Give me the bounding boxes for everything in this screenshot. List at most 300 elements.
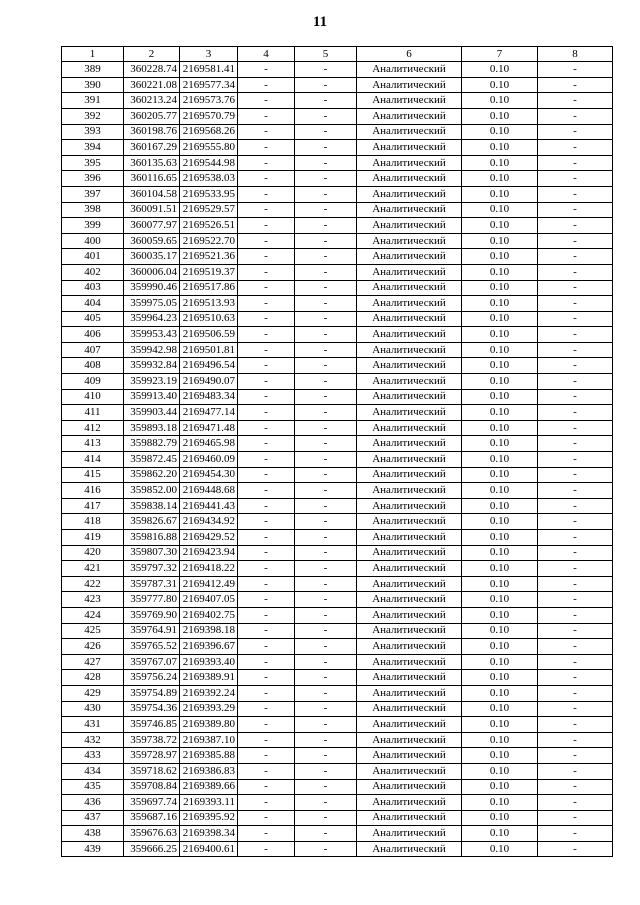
col-8-value-cell: - xyxy=(538,530,613,546)
method-cell: Аналитический xyxy=(357,186,462,202)
col-4-value-cell: - xyxy=(238,452,295,468)
accuracy-cell: 0.10 xyxy=(462,62,538,78)
y-coordinate-cell: 2169389.91 xyxy=(180,670,238,686)
table-row xyxy=(62,514,613,530)
point-number-cell: 400 xyxy=(62,233,124,249)
col-5-value-cell: - xyxy=(295,436,357,452)
col-5-value-cell: - xyxy=(295,545,357,561)
col-5-value-cell: - xyxy=(295,623,357,639)
col-8-value-cell: - xyxy=(538,186,613,202)
accuracy-cell: 0.10 xyxy=(462,342,538,358)
col-4-value-cell: - xyxy=(238,374,295,390)
accuracy-cell: 0.10 xyxy=(462,732,538,748)
point-number-cell: 405 xyxy=(62,311,124,327)
y-coordinate-cell: 2169581.41 xyxy=(180,62,238,78)
col-8-value-cell: - xyxy=(538,155,613,171)
method-cell: Аналитический xyxy=(357,405,462,421)
col-5-value-cell: - xyxy=(295,841,357,857)
method-cell: Аналитический xyxy=(357,155,462,171)
col-5-value-cell: - xyxy=(295,186,357,202)
accuracy-cell: 0.10 xyxy=(462,810,538,826)
col-4-value-cell: - xyxy=(238,576,295,592)
accuracy-cell: 0.10 xyxy=(462,155,538,171)
point-number-cell: 432 xyxy=(62,732,124,748)
accuracy-cell: 0.10 xyxy=(462,249,538,265)
col-4-value-cell: - xyxy=(238,763,295,779)
point-number-cell: 412 xyxy=(62,420,124,436)
accuracy-cell: 0.10 xyxy=(462,405,538,421)
method-cell: Аналитический xyxy=(357,108,462,124)
col-8-value-cell: - xyxy=(538,561,613,577)
point-number-cell: 427 xyxy=(62,654,124,670)
accuracy-cell: 0.10 xyxy=(462,171,538,187)
col-8-value-cell: - xyxy=(538,77,613,93)
col-8-value-cell: - xyxy=(538,685,613,701)
x-coordinate-cell: 360059.65 xyxy=(124,233,180,249)
table-row xyxy=(62,483,613,499)
method-cell: Аналитический xyxy=(357,280,462,296)
x-coordinate-cell: 359746.85 xyxy=(124,717,180,733)
y-coordinate-cell: 2169510.63 xyxy=(180,311,238,327)
col-8-value-cell: - xyxy=(538,810,613,826)
accuracy-cell: 0.10 xyxy=(462,140,538,156)
accuracy-cell: 0.10 xyxy=(462,483,538,499)
y-coordinate-cell: 2169568.26 xyxy=(180,124,238,140)
header-cell: 4 xyxy=(238,47,295,62)
col-5-value-cell: - xyxy=(295,826,357,842)
method-cell: Аналитический xyxy=(357,514,462,530)
y-coordinate-cell: 2169402.75 xyxy=(180,607,238,623)
col-8-value-cell: - xyxy=(538,436,613,452)
method-cell: Аналитический xyxy=(357,467,462,483)
col-5-value-cell: - xyxy=(295,452,357,468)
table-row xyxy=(62,420,613,436)
col-8-value-cell: - xyxy=(538,467,613,483)
accuracy-cell: 0.10 xyxy=(462,748,538,764)
table-row xyxy=(62,140,613,156)
col-8-value-cell: - xyxy=(538,249,613,265)
col-4-value-cell: - xyxy=(238,280,295,296)
col-4-value-cell: - xyxy=(238,670,295,686)
col-4-value-cell: - xyxy=(238,358,295,374)
table-row xyxy=(62,545,613,561)
method-cell: Аналитический xyxy=(357,62,462,78)
header-cell: 6 xyxy=(357,47,462,62)
accuracy-cell: 0.10 xyxy=(462,202,538,218)
y-coordinate-cell: 2169395.92 xyxy=(180,810,238,826)
accuracy-cell: 0.10 xyxy=(462,233,538,249)
y-coordinate-cell: 2169387.10 xyxy=(180,732,238,748)
col-5-value-cell: - xyxy=(295,296,357,312)
col-4-value-cell: - xyxy=(238,623,295,639)
table-row xyxy=(62,717,613,733)
method-cell: Аналитический xyxy=(357,779,462,795)
y-coordinate-cell: 2169441.43 xyxy=(180,498,238,514)
col-4-value-cell: - xyxy=(238,561,295,577)
col-5-value-cell: - xyxy=(295,327,357,343)
table-row xyxy=(62,218,613,234)
col-8-value-cell: - xyxy=(538,639,613,655)
method-cell: Аналитический xyxy=(357,576,462,592)
col-4-value-cell: - xyxy=(238,795,295,811)
col-8-value-cell: - xyxy=(538,202,613,218)
x-coordinate-cell: 359697.74 xyxy=(124,795,180,811)
table-row xyxy=(62,249,613,265)
x-coordinate-cell: 360167.29 xyxy=(124,140,180,156)
x-coordinate-cell: 360228.74 xyxy=(124,62,180,78)
method-cell: Аналитический xyxy=(357,93,462,109)
header-cell: 5 xyxy=(295,47,357,62)
x-coordinate-cell: 360213.24 xyxy=(124,93,180,109)
col-8-value-cell: - xyxy=(538,108,613,124)
accuracy-cell: 0.10 xyxy=(462,623,538,639)
col-4-value-cell: - xyxy=(238,467,295,483)
col-5-value-cell: - xyxy=(295,779,357,795)
y-coordinate-cell: 2169396.67 xyxy=(180,639,238,655)
x-coordinate-cell: 359975.05 xyxy=(124,296,180,312)
x-coordinate-cell: 359777.80 xyxy=(124,592,180,608)
accuracy-cell: 0.10 xyxy=(462,374,538,390)
col-5-value-cell: - xyxy=(295,77,357,93)
point-number-cell: 390 xyxy=(62,77,124,93)
point-number-cell: 409 xyxy=(62,374,124,390)
method-cell: Аналитический xyxy=(357,498,462,514)
table-row xyxy=(62,202,613,218)
accuracy-cell: 0.10 xyxy=(462,77,538,93)
table-row xyxy=(62,607,613,623)
y-coordinate-cell: 2169418.22 xyxy=(180,561,238,577)
col-5-value-cell: - xyxy=(295,264,357,280)
col-8-value-cell: - xyxy=(538,171,613,187)
table-row xyxy=(62,233,613,249)
table-row xyxy=(62,654,613,670)
col-4-value-cell: - xyxy=(238,685,295,701)
x-coordinate-cell: 359923.19 xyxy=(124,374,180,390)
x-coordinate-cell: 359708.84 xyxy=(124,779,180,795)
y-coordinate-cell: 2169501.81 xyxy=(180,342,238,358)
table-row xyxy=(62,108,613,124)
method-cell: Аналитический xyxy=(357,810,462,826)
x-coordinate-cell: 359754.36 xyxy=(124,701,180,717)
method-cell: Аналитический xyxy=(357,171,462,187)
point-number-cell: 411 xyxy=(62,405,124,421)
x-coordinate-cell: 360091.51 xyxy=(124,202,180,218)
accuracy-cell: 0.10 xyxy=(462,795,538,811)
table-row xyxy=(62,841,613,857)
x-coordinate-cell: 359807.30 xyxy=(124,545,180,561)
accuracy-cell: 0.10 xyxy=(462,452,538,468)
y-coordinate-cell: 2169454.30 xyxy=(180,467,238,483)
table-row xyxy=(62,342,613,358)
col-4-value-cell: - xyxy=(238,841,295,857)
col-8-value-cell: - xyxy=(538,795,613,811)
accuracy-cell: 0.10 xyxy=(462,389,538,405)
point-number-cell: 417 xyxy=(62,498,124,514)
method-cell: Аналитический xyxy=(357,795,462,811)
col-5-value-cell: - xyxy=(295,576,357,592)
y-coordinate-cell: 2169529.57 xyxy=(180,202,238,218)
x-coordinate-cell: 359765.52 xyxy=(124,639,180,655)
x-coordinate-cell: 359666.25 xyxy=(124,841,180,857)
accuracy-cell: 0.10 xyxy=(462,717,538,733)
col-5-value-cell: - xyxy=(295,249,357,265)
method-cell: Аналитический xyxy=(357,77,462,93)
table-row xyxy=(62,592,613,608)
col-4-value-cell: - xyxy=(238,202,295,218)
point-number-cell: 406 xyxy=(62,327,124,343)
method-cell: Аналитический xyxy=(357,685,462,701)
col-8-value-cell: - xyxy=(538,623,613,639)
table-row xyxy=(62,93,613,109)
accuracy-cell: 0.10 xyxy=(462,124,538,140)
y-coordinate-cell: 2169398.18 xyxy=(180,623,238,639)
x-coordinate-cell: 359903.44 xyxy=(124,405,180,421)
col-4-value-cell: - xyxy=(238,389,295,405)
y-coordinate-cell: 2169496.54 xyxy=(180,358,238,374)
accuracy-cell: 0.10 xyxy=(462,841,538,857)
y-coordinate-cell: 2169506.59 xyxy=(180,327,238,343)
x-coordinate-cell: 359990.46 xyxy=(124,280,180,296)
table-row xyxy=(62,732,613,748)
col-4-value-cell: - xyxy=(238,264,295,280)
table-row xyxy=(62,685,613,701)
accuracy-cell: 0.10 xyxy=(462,218,538,234)
col-8-value-cell: - xyxy=(538,327,613,343)
point-number-cell: 435 xyxy=(62,779,124,795)
accuracy-cell: 0.10 xyxy=(462,108,538,124)
method-cell: Аналитический xyxy=(357,311,462,327)
table-row xyxy=(62,748,613,764)
col-8-value-cell: - xyxy=(538,732,613,748)
point-number-cell: 403 xyxy=(62,280,124,296)
table-row xyxy=(62,358,613,374)
point-number-cell: 399 xyxy=(62,218,124,234)
point-number-cell: 421 xyxy=(62,561,124,577)
x-coordinate-cell: 359797.32 xyxy=(124,561,180,577)
col-5-value-cell: - xyxy=(295,233,357,249)
point-number-cell: 424 xyxy=(62,607,124,623)
x-coordinate-cell: 359838.14 xyxy=(124,498,180,514)
col-4-value-cell: - xyxy=(238,218,295,234)
y-coordinate-cell: 2169519.37 xyxy=(180,264,238,280)
table-row xyxy=(62,124,613,140)
col-8-value-cell: - xyxy=(538,62,613,78)
method-cell: Аналитический xyxy=(357,717,462,733)
accuracy-cell: 0.10 xyxy=(462,545,538,561)
col-8-value-cell: - xyxy=(538,826,613,842)
col-4-value-cell: - xyxy=(238,311,295,327)
col-4-value-cell: - xyxy=(238,296,295,312)
method-cell: Аналитический xyxy=(357,592,462,608)
x-coordinate-cell: 359882.79 xyxy=(124,436,180,452)
point-number-cell: 426 xyxy=(62,639,124,655)
y-coordinate-cell: 2169555.80 xyxy=(180,140,238,156)
x-coordinate-cell: 359913.40 xyxy=(124,389,180,405)
point-number-cell: 436 xyxy=(62,795,124,811)
x-coordinate-cell: 359756.24 xyxy=(124,670,180,686)
point-number-cell: 402 xyxy=(62,264,124,280)
col-8-value-cell: - xyxy=(538,374,613,390)
col-5-value-cell: - xyxy=(295,389,357,405)
table-row xyxy=(62,186,613,202)
col-4-value-cell: - xyxy=(238,498,295,514)
col-5-value-cell: - xyxy=(295,311,357,327)
col-8-value-cell: - xyxy=(538,93,613,109)
header-cell: 2 xyxy=(124,47,180,62)
method-cell: Аналитический xyxy=(357,826,462,842)
col-5-value-cell: - xyxy=(295,171,357,187)
point-number-cell: 391 xyxy=(62,93,124,109)
header-cell: 1 xyxy=(62,47,124,62)
y-coordinate-cell: 2169392.24 xyxy=(180,685,238,701)
accuracy-cell: 0.10 xyxy=(462,264,538,280)
point-number-cell: 394 xyxy=(62,140,124,156)
page-number: 11 xyxy=(312,14,328,30)
y-coordinate-cell: 2169412.49 xyxy=(180,576,238,592)
col-8-value-cell: - xyxy=(538,779,613,795)
table-row xyxy=(62,779,613,795)
point-number-cell: 410 xyxy=(62,389,124,405)
table-row xyxy=(62,327,613,343)
col-4-value-cell: - xyxy=(238,93,295,109)
col-5-value-cell: - xyxy=(295,592,357,608)
table-header-row xyxy=(62,47,613,62)
x-coordinate-cell: 359769.90 xyxy=(124,607,180,623)
method-cell: Аналитический xyxy=(357,233,462,249)
col-4-value-cell: - xyxy=(238,155,295,171)
col-4-value-cell: - xyxy=(238,171,295,187)
y-coordinate-cell: 2169389.80 xyxy=(180,717,238,733)
accuracy-cell: 0.10 xyxy=(462,607,538,623)
point-number-cell: 422 xyxy=(62,576,124,592)
y-coordinate-cell: 2169533.95 xyxy=(180,186,238,202)
col-4-value-cell: - xyxy=(238,124,295,140)
table-row xyxy=(62,436,613,452)
col-8-value-cell: - xyxy=(538,748,613,764)
accuracy-cell: 0.10 xyxy=(462,576,538,592)
method-cell: Аналитический xyxy=(357,545,462,561)
col-4-value-cell: - xyxy=(238,108,295,124)
accuracy-cell: 0.10 xyxy=(462,763,538,779)
accuracy-cell: 0.10 xyxy=(462,93,538,109)
col-4-value-cell: - xyxy=(238,639,295,655)
col-5-value-cell: - xyxy=(295,483,357,499)
method-cell: Аналитический xyxy=(357,732,462,748)
point-number-cell: 416 xyxy=(62,483,124,499)
col-4-value-cell: - xyxy=(238,420,295,436)
accuracy-cell: 0.10 xyxy=(462,592,538,608)
accuracy-cell: 0.10 xyxy=(462,327,538,343)
table-row xyxy=(62,623,613,639)
x-coordinate-cell: 359718.62 xyxy=(124,763,180,779)
col-8-value-cell: - xyxy=(538,607,613,623)
col-5-value-cell: - xyxy=(295,342,357,358)
col-5-value-cell: - xyxy=(295,62,357,78)
method-cell: Аналитический xyxy=(357,389,462,405)
col-4-value-cell: - xyxy=(238,654,295,670)
table-row xyxy=(62,826,613,842)
x-coordinate-cell: 360104.58 xyxy=(124,186,180,202)
method-cell: Аналитический xyxy=(357,249,462,265)
x-coordinate-cell: 359862.20 xyxy=(124,467,180,483)
x-coordinate-cell: 359754.89 xyxy=(124,685,180,701)
col-4-value-cell: - xyxy=(238,779,295,795)
accuracy-cell: 0.10 xyxy=(462,186,538,202)
col-4-value-cell: - xyxy=(238,186,295,202)
method-cell: Аналитический xyxy=(357,124,462,140)
y-coordinate-cell: 2169385.88 xyxy=(180,748,238,764)
point-number-cell: 439 xyxy=(62,841,124,857)
point-number-cell: 389 xyxy=(62,62,124,78)
col-8-value-cell: - xyxy=(538,296,613,312)
point-number-cell: 418 xyxy=(62,514,124,530)
point-number-cell: 434 xyxy=(62,763,124,779)
method-cell: Аналитический xyxy=(357,841,462,857)
col-5-value-cell: - xyxy=(295,654,357,670)
col-5-value-cell: - xyxy=(295,701,357,717)
accuracy-cell: 0.10 xyxy=(462,420,538,436)
y-coordinate-cell: 2169544.98 xyxy=(180,155,238,171)
col-8-value-cell: - xyxy=(538,452,613,468)
col-4-value-cell: - xyxy=(238,530,295,546)
method-cell: Аналитический xyxy=(357,296,462,312)
y-coordinate-cell: 2169386.83 xyxy=(180,763,238,779)
accuracy-cell: 0.10 xyxy=(462,280,538,296)
col-5-value-cell: - xyxy=(295,685,357,701)
table-row xyxy=(62,405,613,421)
col-8-value-cell: - xyxy=(538,592,613,608)
point-number-cell: 404 xyxy=(62,296,124,312)
y-coordinate-cell: 2169429.52 xyxy=(180,530,238,546)
method-cell: Аналитический xyxy=(357,763,462,779)
x-coordinate-cell: 359738.72 xyxy=(124,732,180,748)
header-cell: 7 xyxy=(462,47,538,62)
method-cell: Аналитический xyxy=(357,436,462,452)
col-5-value-cell: - xyxy=(295,140,357,156)
col-8-value-cell: - xyxy=(538,389,613,405)
method-cell: Аналитический xyxy=(357,654,462,670)
y-coordinate-cell: 2169522.70 xyxy=(180,233,238,249)
x-coordinate-cell: 359728.97 xyxy=(124,748,180,764)
method-cell: Аналитический xyxy=(357,639,462,655)
y-coordinate-cell: 2169393.29 xyxy=(180,701,238,717)
col-8-value-cell: - xyxy=(538,498,613,514)
method-cell: Аналитический xyxy=(357,623,462,639)
x-coordinate-cell: 359852.00 xyxy=(124,483,180,499)
table-row xyxy=(62,155,613,171)
y-coordinate-cell: 2169460.09 xyxy=(180,452,238,468)
y-coordinate-cell: 2169423.94 xyxy=(180,545,238,561)
col-8-value-cell: - xyxy=(538,763,613,779)
col-5-value-cell: - xyxy=(295,108,357,124)
x-coordinate-cell: 359964.23 xyxy=(124,311,180,327)
col-4-value-cell: - xyxy=(238,545,295,561)
table-row xyxy=(62,280,613,296)
point-number-cell: 430 xyxy=(62,701,124,717)
point-number-cell: 407 xyxy=(62,342,124,358)
col-5-value-cell: - xyxy=(295,218,357,234)
method-cell: Аналитический xyxy=(357,202,462,218)
method-cell: Аналитический xyxy=(357,530,462,546)
point-number-cell: 392 xyxy=(62,108,124,124)
point-number-cell: 433 xyxy=(62,748,124,764)
y-coordinate-cell: 2169465.98 xyxy=(180,436,238,452)
point-number-cell: 420 xyxy=(62,545,124,561)
accuracy-cell: 0.10 xyxy=(462,561,538,577)
x-coordinate-cell: 360198.76 xyxy=(124,124,180,140)
method-cell: Аналитический xyxy=(357,452,462,468)
y-coordinate-cell: 2169393.40 xyxy=(180,654,238,670)
